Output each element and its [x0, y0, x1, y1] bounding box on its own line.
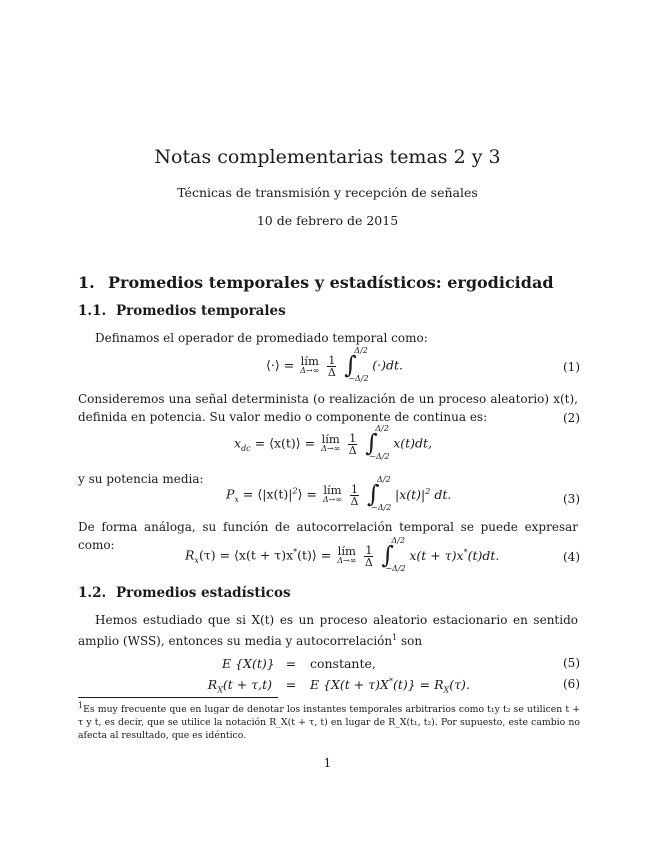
subsection-1-2-heading: [78, 585, 291, 601]
footnote-rule: [78, 697, 278, 698]
equation-3: $P_x$ = $⟨|x(t)|^2⟩$ = lím Δ→∞ $\frac{1}{\Delta}$ ∫ Δ/2 −Δ/2 $|x(t)|^2$ dt.: [226, 475, 452, 512]
eq5-rel: =: [285, 656, 297, 671]
subsection-1-1-heading: [78, 303, 286, 319]
eq2-integral: ∫ Δ/2 −Δ/2: [365, 424, 390, 461]
paragraph-autocorrelation: De forma análoga, su función de autocorrelación temporal se puede expresar como:: [78, 520, 578, 552]
eq2-fraction: $\frac{1}{\Delta}$: [348, 431, 357, 457]
equation-1-number: (1): [563, 360, 580, 374]
eq1-limit: lím Δ→∞: [300, 354, 320, 375]
equation-4: $R_x(\tau)$ = ⟨x(t + τ)x*(t)⟩ = lím Δ→∞ $\frac{1}{\Delta}$ ∫ Δ/2 −Δ/2 x(t + τ)x*(t)dt.: [185, 536, 500, 573]
footnote: [78, 699, 580, 742]
eq6-lhs: $R_X(t + \tau,t)$: [207, 677, 272, 695]
page-number: 1: [323, 756, 332, 770]
document-date: 10 de febrero de 2015: [256, 213, 399, 228]
document-subtitle: Técnicas de transmisión y recepción de señales: [177, 185, 478, 200]
eq2-integrand: x(t)dt,: [393, 435, 433, 451]
eq4-integrand: x(t + τ)x*(t)dt.: [409, 547, 500, 563]
paragraph-wss: Hemos estudiado que si X(t) es un proceso aleatorio estacionario en sentido amplio (WSS), entonces su media y autocorrelación$^1$ son: [78, 613, 578, 648]
paragraph-signal: Consideremos una señal determinista (o realización de un proceso aleatorio) x(t), definida en potencia. Su valor medio o componente de continua es:: [78, 392, 578, 424]
eq3-limit: lím Δ→∞: [322, 483, 343, 504]
equation-1: [266, 346, 404, 383]
equation-3-number: (3): [563, 492, 580, 506]
eq6-rhs: E $\{X(t + \tau)X^*(t)\} = R_X(\tau)$.: [309, 677, 470, 695]
paragraph-power: y su potencia media:: [78, 472, 204, 486]
eq6-rel: =: [285, 677, 297, 693]
footnote-marker: 1: [392, 633, 398, 642]
eq1-lhs: ⟨·⟩ =: [266, 357, 295, 373]
subsection-1-2-title: Promedios estadísticos: [116, 585, 291, 601]
eq3-integral: ∫ Δ/2 −Δ/2: [367, 475, 392, 512]
eq4-integral: ∫ Δ/2 −Δ/2: [381, 536, 406, 573]
subsection-1-1-number: 1.1.: [78, 303, 107, 319]
section-1-heading: [78, 273, 554, 292]
section-1-title: Promedios temporales y estadísticos: ergodicidad: [108, 273, 554, 292]
eq4-limit: lím Δ→∞: [337, 544, 357, 565]
eq1-integrand: (·)dt.: [372, 357, 404, 373]
eq2-limit: lím Δ→∞: [321, 432, 341, 453]
equation-4-number: (4): [563, 550, 580, 564]
eq4-fraction: $\frac{1}{\Delta}$: [364, 543, 373, 569]
footnote-number: 1: [78, 701, 84, 710]
equation-2: $x_{dc}$ = ⟨x(t)⟩ = lím Δ→∞ $\frac{1}{\Delta}$ ∫ Δ/2 −Δ/2 x(t)dt,: [234, 424, 433, 461]
subsection-1-2-number: 1.2.: [78, 585, 107, 601]
eq5-lhs: E {X(t)}: [222, 656, 275, 671]
paragraph-intro: Definamos el operador de promediado temporal como:: [95, 331, 428, 345]
section-1-number: 1.: [78, 273, 95, 292]
eq1-integral: ∫ Δ/2 −Δ/2: [344, 346, 369, 383]
eq3-fraction: $\frac{1}{\Delta}$: [350, 482, 359, 508]
eq5-rhs: constante,: [309, 656, 376, 671]
document-title: Notas complementarias temas 2 y 3: [154, 146, 501, 168]
eq3-integrand: $|x(t)|^2$ dt.: [395, 486, 452, 502]
equation-5: [222, 656, 376, 671]
equation-6: [200, 677, 470, 695]
subsection-1-1-title: Promedios temporales: [116, 303, 286, 319]
equation-2-number: (2): [563, 411, 580, 425]
eq1-fraction: $\frac{1}{\Delta}$: [327, 353, 336, 379]
equation-6-number: (6): [563, 677, 580, 691]
equation-5-number: (5): [563, 656, 580, 670]
footnote-text: Es muy frecuente que en lugar de denotar los instantes temporales arbitrarios como t₁y t₂ se utilicen t + τ y t, es decir, que se utilice la notación R_X(t + τ, t) en lugar de R_X(t₁, t₂). Por supuesto, este cambio no afecta al resultado, que es idéntico.: [78, 704, 580, 742]
